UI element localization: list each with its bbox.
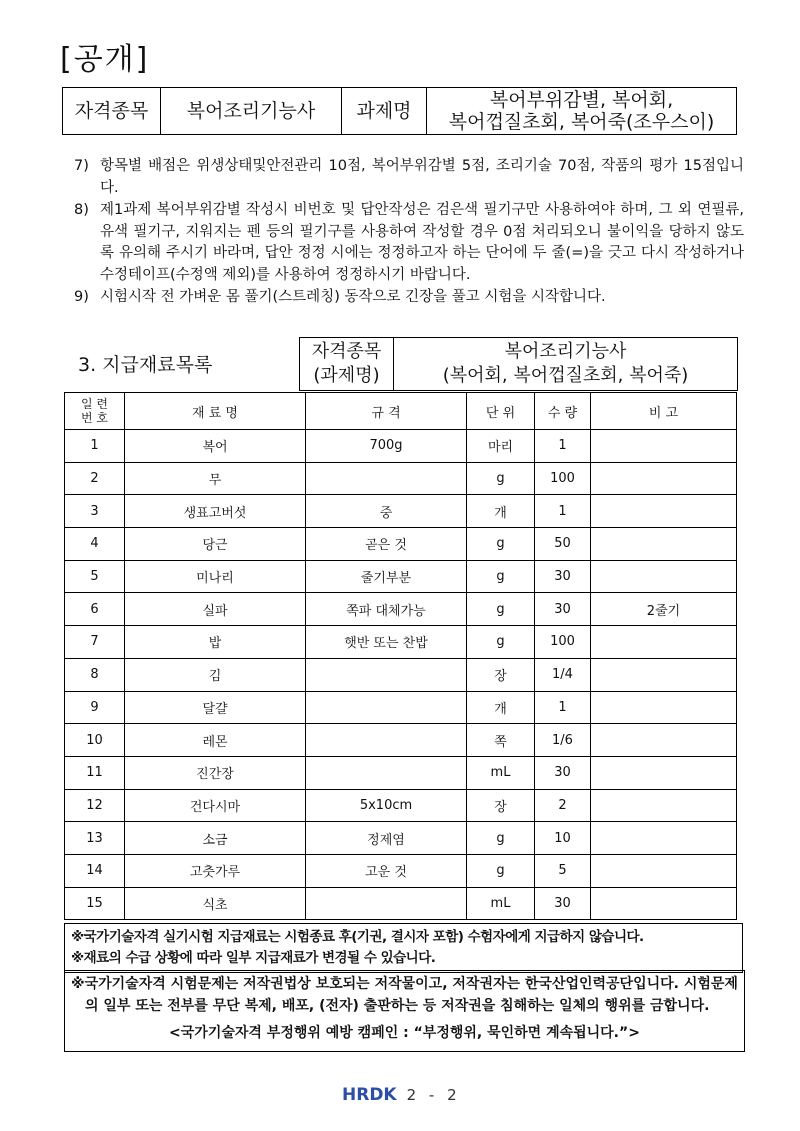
- cell-spec: 고운 것: [306, 854, 467, 887]
- materials-table: [64, 392, 737, 920]
- header-spec: 규 격: [306, 393, 467, 430]
- cell-unit: g: [467, 560, 535, 593]
- table-row: [65, 658, 737, 691]
- cell-unit: 개: [467, 495, 535, 528]
- section-qual-value-line2: (복어회, 복어껍질초회, 복어죽): [442, 365, 689, 386]
- table-row: [65, 854, 737, 887]
- cell-note: [591, 887, 737, 920]
- header-serial-line1: 일 련: [81, 397, 108, 411]
- cell-no: 11: [65, 756, 125, 789]
- note-text: 항목별 배점은 위생상태및안전관리 10점, 복어부위감별 5점, 조리기술 70점, 작품의 평가 15점입니다.: [100, 158, 744, 196]
- cell-spec: 햇반 또는 찬밥: [306, 626, 467, 659]
- table-row: [65, 822, 737, 855]
- cell-spec: 쪽파 대체가능: [306, 593, 467, 626]
- copyright-box: [64, 970, 745, 1052]
- cell-no: 9: [65, 691, 125, 724]
- cell-unit: g: [467, 528, 535, 561]
- cell-unit: g: [467, 593, 535, 626]
- cell-note: [591, 495, 737, 528]
- cell-spec: [306, 756, 467, 789]
- cell-no: 12: [65, 789, 125, 822]
- cell-no: 6: [65, 593, 125, 626]
- cell-unit: 마리: [467, 430, 535, 463]
- cell-qty: 1: [535, 430, 591, 463]
- note-text: 시험시작 전 가벼운 몸 풀기(스트레칭) 동작으로 긴장을 풀고 시험을 시작합니다.: [100, 289, 606, 305]
- table-row: [65, 789, 737, 822]
- table-row: [65, 626, 737, 659]
- task-value-line2: 복어껍질초회, 복어죽(조우스이): [448, 111, 715, 133]
- materials-header-row: [65, 393, 737, 430]
- cell-name: 무: [125, 462, 306, 495]
- remarks-box: [64, 923, 743, 973]
- cell-spec: 중: [306, 495, 467, 528]
- campaign-text: <국가기술자격 부정행위 예방 캠페인 : “부정행위, 묵인하면 계속됩니다.”>: [169, 1025, 640, 1041]
- cell-note: [591, 789, 737, 822]
- cell-unit: mL: [467, 756, 535, 789]
- note-number: 7): [74, 158, 89, 174]
- cell-spec: [306, 462, 467, 495]
- cell-qty: 30: [535, 560, 591, 593]
- cell-qty: 5: [535, 854, 591, 887]
- cell-name: 당근: [125, 528, 306, 561]
- cell-spec: 700g: [306, 430, 467, 463]
- copyright-text: ※국가기술자격 시험문제는 저작권법상 보호되는 저작물이고, 저작권자는 한국산업인력공단입니다. 시험문제의 일부 또는 전부를 무단 복제, 배포, (전자) 출판하는 등 저작권을 침해하는 일체의 행위를 금합니다.: [71, 976, 738, 1014]
- cell-no: 5: [65, 560, 125, 593]
- cell-spec: [306, 887, 467, 920]
- remark-line: ※재료의 수급 상황에 따라 일부 지급재료가 변경될 수 있습니다.: [71, 950, 436, 966]
- task-value: [427, 88, 737, 135]
- qualification-label: 자격종목: [63, 88, 161, 135]
- section-header-table: [299, 337, 738, 391]
- header-unit: 단 위: [467, 393, 535, 430]
- cell-spec: [306, 658, 467, 691]
- cell-unit: g: [467, 626, 535, 659]
- cell-name: 고춧가루: [125, 854, 306, 887]
- cell-qty: 2: [535, 789, 591, 822]
- cell-unit: g: [467, 822, 535, 855]
- header-serial-line2: 번 호: [81, 411, 108, 425]
- cell-qty: 10: [535, 822, 591, 855]
- cell-name: 진간장: [125, 756, 306, 789]
- section-qual-label: [300, 338, 394, 391]
- cell-no: 8: [65, 658, 125, 691]
- cell-spec: [306, 724, 467, 757]
- table-row: [65, 495, 737, 528]
- cell-unit: 장: [467, 658, 535, 691]
- remark-line: ※국가기술자격 실기시험 지급재료는 시험종료 후(기권, 결시자 포함) 수험자에게 지급하지 않습니다.: [71, 929, 644, 945]
- header-name: 재 료 명: [125, 393, 306, 430]
- header-serial: [65, 393, 125, 430]
- cell-qty: 30: [535, 756, 591, 789]
- table-row: [65, 691, 737, 724]
- cell-name: 김: [125, 658, 306, 691]
- cell-note: 2줄기: [591, 593, 737, 626]
- task-value-line1: 복어부위감별, 복어회,: [489, 89, 674, 111]
- cell-unit: 장: [467, 789, 535, 822]
- cell-note: [591, 626, 737, 659]
- cell-no: 1: [65, 430, 125, 463]
- note-item: [74, 287, 744, 309]
- cell-name: 레몬: [125, 724, 306, 757]
- cell-no: 13: [65, 822, 125, 855]
- page-number: 2 - 2: [406, 1086, 461, 1104]
- cell-name: 실파: [125, 593, 306, 626]
- cell-spec: 5x10cm: [306, 789, 467, 822]
- cell-note: [591, 756, 737, 789]
- cell-note: [591, 430, 737, 463]
- table-row: [65, 593, 737, 626]
- visibility-tag: [공개]: [60, 42, 150, 77]
- cell-name: 복어: [125, 430, 306, 463]
- exam-header-table: [62, 87, 737, 135]
- hrdk-logo: HRDK: [342, 1085, 397, 1105]
- header-qty: 수 량: [535, 393, 591, 430]
- note-item: [74, 200, 744, 286]
- table-row: [65, 560, 737, 593]
- section-title: 3. 지급재료목록: [78, 354, 213, 376]
- cell-no: 2: [65, 462, 125, 495]
- cell-note: [591, 822, 737, 855]
- cell-qty: 30: [535, 887, 591, 920]
- cell-no: 4: [65, 528, 125, 561]
- cell-note: [591, 560, 737, 593]
- qualification-value: 복어조리기능사: [161, 88, 342, 135]
- table-row: [65, 887, 737, 920]
- note-number: 9): [74, 289, 89, 305]
- section-qual-value-line1: 복어조리기능사: [504, 341, 627, 362]
- page-footer: [342, 1085, 461, 1105]
- section-qual-value: [394, 338, 738, 391]
- cell-name: 밥: [125, 626, 306, 659]
- cell-name: 건다시마: [125, 789, 306, 822]
- cell-name: 식초: [125, 887, 306, 920]
- cell-no: 15: [65, 887, 125, 920]
- cell-qty: 1/6: [535, 724, 591, 757]
- instruction-notes: [74, 156, 744, 310]
- cell-name: 미나리: [125, 560, 306, 593]
- cell-name: 소금: [125, 822, 306, 855]
- cell-note: [591, 658, 737, 691]
- cell-unit: 개: [467, 691, 535, 724]
- cell-no: 3: [65, 495, 125, 528]
- note-text: 제1과제 복어부위감별 작성시 비번호 및 답안작성은 검은색 필기구만 사용하여야 하며, 그 외 연필류, 유색 필기구, 지워지는 펜 등의 필기구를 사용하여 작성할 경우 0점 처리되오니 불이익을 당하지 않도록 유의해 주시기 바라며, 답안 정정 시에는 정정하고자 하는 단어에 두 줄(=)을 긋고 다시 작성하거나 수정테이프(수정액 제외)를 사용하여 정정하시기 바랍니다.: [100, 202, 744, 283]
- cell-qty: 1/4: [535, 658, 591, 691]
- cell-qty: 100: [535, 462, 591, 495]
- cell-spec: 줄기부분: [306, 560, 467, 593]
- cell-qty: 50: [535, 528, 591, 561]
- cell-unit: mL: [467, 887, 535, 920]
- cell-note: [591, 724, 737, 757]
- table-row: [65, 756, 737, 789]
- cell-unit: 쪽: [467, 724, 535, 757]
- cell-no: 10: [65, 724, 125, 757]
- section-qual-label-line2: (과제명): [313, 365, 380, 386]
- cell-qty: 30: [535, 593, 591, 626]
- cell-spec: [306, 691, 467, 724]
- table-row: [65, 528, 737, 561]
- cell-unit: g: [467, 854, 535, 887]
- note-number: 8): [74, 202, 89, 218]
- table-row: [65, 430, 737, 463]
- task-label: 과제명: [342, 88, 427, 135]
- cell-note: [591, 528, 737, 561]
- cell-unit: g: [467, 462, 535, 495]
- header-note: 비 고: [591, 393, 737, 430]
- cell-note: [591, 691, 737, 724]
- cell-spec: 곧은 것: [306, 528, 467, 561]
- cell-no: 7: [65, 626, 125, 659]
- cell-no: 14: [65, 854, 125, 887]
- cell-name: 생표고버섯: [125, 495, 306, 528]
- cell-qty: 1: [535, 495, 591, 528]
- table-row: [65, 724, 737, 757]
- cell-qty: 1: [535, 691, 591, 724]
- note-item: [74, 156, 744, 199]
- cell-name: 달걀: [125, 691, 306, 724]
- cell-note: [591, 854, 737, 887]
- section-qual-label-line1: 자격종목: [311, 341, 382, 362]
- cell-qty: 100: [535, 626, 591, 659]
- cell-spec: 정제염: [306, 822, 467, 855]
- cell-note: [591, 462, 737, 495]
- table-row: [65, 462, 737, 495]
